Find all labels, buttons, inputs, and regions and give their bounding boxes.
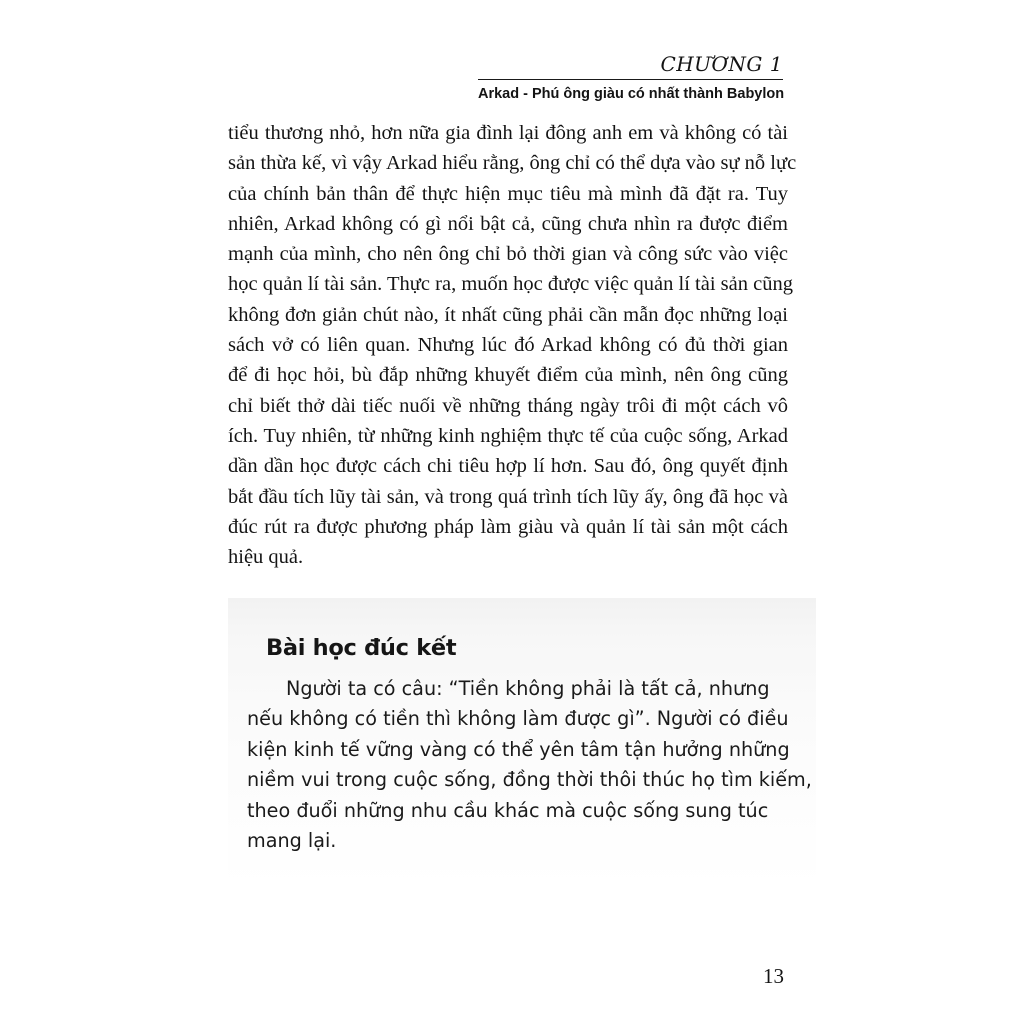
lesson-line: kiện kinh tế vững vàng có thể yên tâm tận hưởng những bbox=[247, 737, 790, 761]
lesson-heading: Bài học đúc kết bbox=[266, 635, 457, 661]
body-line: của chính bản thân để thực hiện mục tiêu mà mình đã đặt ra. Tuy bbox=[228, 182, 788, 205]
body-line: ích. Tuy nhiên, từ những kinh nghiệm thực tế của cuộc sống, Arkad bbox=[228, 424, 788, 447]
body-line: sách vở có liên quan. Nhưng lúc đó Arkad không có đủ thời gian bbox=[228, 334, 788, 357]
body-line: đúc rút ra được phương pháp làm giàu và quản lí tài sản một cách bbox=[228, 515, 788, 538]
body-line: mạnh của mình, cho nên ông chỉ bỏ thời gian và công sức vào việc bbox=[228, 243, 788, 266]
page-number: 13 bbox=[763, 964, 784, 988]
body-line: hiệu quả. bbox=[228, 546, 304, 569]
chapter-label: CHƯƠNG 1 bbox=[660, 52, 783, 76]
body-line: tiểu thương nhỏ, hơn nữa gia đình lại đông anh em và không có tài bbox=[228, 122, 788, 144]
lesson-line: nếu không có tiền thì không làm được gì”. Người có điều bbox=[247, 707, 789, 731]
body-paragraph bbox=[228, 118, 797, 572]
body-line: chỉ biết thở dài tiếc nuối về những tháng ngày trôi đi một cách vô bbox=[228, 394, 788, 417]
body-line: để đi học hỏi, bù đắp những khuyết điểm của mình, nên ông cũng bbox=[228, 364, 788, 387]
body-line: học quản lí tài sản. Thực ra, muốn học được việc quản lí tài sản cũng bbox=[228, 273, 793, 296]
body-line: nhiên, Arkad không có gì nổi bật cả, cũng chưa nhìn ra được điểm bbox=[228, 212, 788, 235]
body-line: bắt đầu tích lũy tài sản, và trong quá trình tích lũy ấy, ông đã học và bbox=[228, 485, 788, 508]
body-line: không đơn giản chút nào, ít nhất cũng phải cần mẫn đọc những loại bbox=[228, 303, 788, 326]
chapter-title: Arkad - Phú ông giàu có nhất thành Babylon bbox=[478, 86, 785, 102]
lesson-line: mang lại. bbox=[247, 829, 337, 853]
body-line: sản thừa kế, vì vậy Arkad hiểu rằng, ông chỉ có thể dựa vào sự nỗ lực bbox=[228, 152, 797, 175]
body-line: dần dần học được cách chi tiêu hợp lí hơn. Sau đó, ông quyết định bbox=[228, 455, 788, 478]
running-header bbox=[478, 52, 783, 103]
lesson-line: theo đuổi những nhu cầu khác mà cuộc sống sung túc bbox=[247, 798, 769, 822]
header-rule bbox=[478, 79, 783, 80]
lesson-line: Người ta có câu: “Tiền không phải là tất cả, nhưng bbox=[286, 677, 770, 700]
lesson-paragraph bbox=[247, 674, 812, 856]
lesson-line: niềm vui trong cuộc sống, đồng thời thôi thúc họ tìm kiếm, bbox=[247, 768, 812, 792]
